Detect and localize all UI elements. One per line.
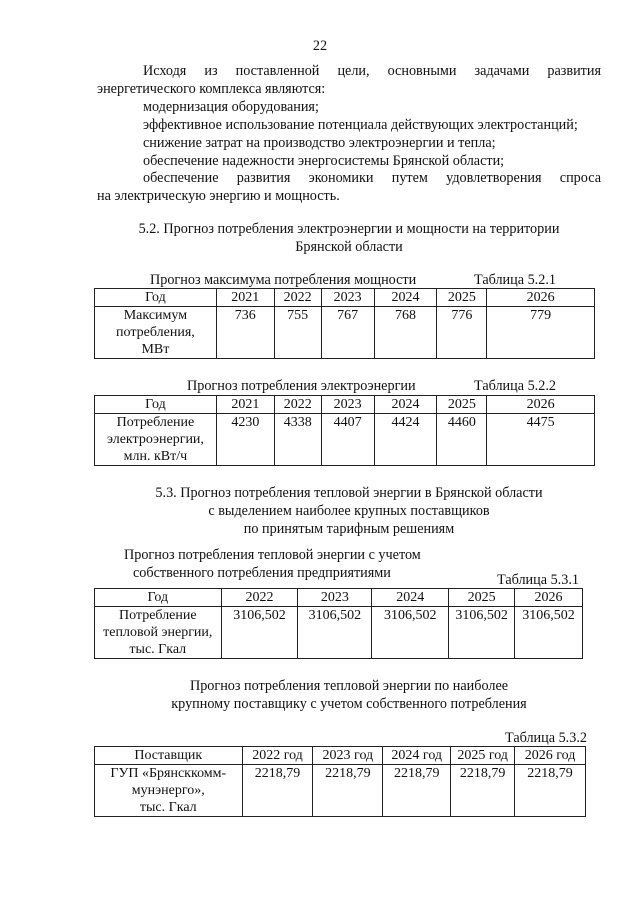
table-cell: 2218,79 (242, 765, 313, 817)
table-cell: 3106,502 (449, 607, 515, 659)
table-cell: 4338 (274, 414, 321, 466)
table-header-cell: 2022 (274, 396, 321, 414)
table-header-row (95, 747, 586, 765)
row-label-line: Максимум (123, 308, 188, 323)
table-5-2-2 (94, 395, 595, 466)
table-cell: 4424 (374, 414, 437, 466)
table-cell: 4230 (216, 414, 274, 466)
table-header-cell: Год (95, 396, 217, 414)
table-header-cell: 2024 (374, 289, 437, 307)
table-header-cell: 2025 (449, 589, 515, 607)
table-cell: 767 (321, 307, 374, 359)
table-header-cell: 2026 (487, 289, 595, 307)
table-5-3-1 (94, 588, 583, 659)
intro-list-item: эффективное использование потенциала действующих электростанций; (143, 117, 578, 133)
table-caption-line2: крупному поставщику с учетом собственного потребления (171, 696, 527, 712)
table-header-cell: 2024 год (383, 747, 451, 765)
table-cell: 3106,502 (372, 607, 449, 659)
table-header-row (95, 396, 595, 414)
table-cell: 736 (216, 307, 274, 359)
table-header-cell: 2026 (515, 589, 583, 607)
table-header-cell: 2022 (274, 289, 321, 307)
table-caption-line2: собственного потребления предприятиями (133, 565, 391, 581)
intro-list-item: модернизация оборудования; (143, 99, 319, 115)
row-label-line: Потребление (116, 415, 195, 430)
row-label-line: ГУП «Брянсккомм- (110, 766, 227, 781)
table-cell: 4475 (487, 414, 595, 466)
table-cell: 4460 (437, 414, 487, 466)
table-header-cell: 2023 (321, 289, 374, 307)
row-label-line: электроэнергии, (106, 432, 204, 447)
intro-line-2: энергетического комплекса являются: (97, 81, 326, 97)
table-header-cell: 2023 (321, 396, 374, 414)
row-label-line: МВт (141, 342, 170, 357)
table-caption: Прогноз потребления электроэнергии (187, 378, 416, 394)
table-caption: Прогноз максимума потребления мощности (150, 272, 417, 288)
row-label (95, 307, 217, 359)
table-header-cell: 2021 (216, 289, 274, 307)
table-header-cell: 2026 год (515, 747, 586, 765)
table-cell: 2218,79 (451, 765, 515, 817)
table-header-cell: Год (95, 289, 217, 307)
table-header-cell: 2024 (372, 589, 449, 607)
table-label: Таблица 5.2.2 (474, 378, 556, 394)
intro-line-1: Исходя из поставленной цели, основными задачами развития (143, 63, 601, 79)
table-header-cell: 2022 (221, 589, 298, 607)
table-header-cell: 2025 год (451, 747, 515, 765)
table-header-row (95, 589, 583, 607)
intro-last-line-1: обеспечение развития экономики путем удовлетворения спроса (143, 170, 601, 186)
table-row (95, 414, 595, 466)
intro-list-item: снижение затрат на производство электроэнергии и тепла; (143, 135, 496, 151)
table-header-cell: Год (95, 589, 222, 607)
row-label (95, 607, 222, 659)
table-cell: 776 (437, 307, 487, 359)
table-cell: 768 (374, 307, 437, 359)
row-label (95, 765, 243, 817)
page-number: 22 (312, 38, 328, 54)
table-header-cell: 2024 (374, 396, 437, 414)
table-label: Таблица 5.2.1 (474, 272, 556, 288)
table-row (95, 307, 595, 359)
table-cell: 3106,502 (298, 607, 372, 659)
table-header-cell: 2023 (298, 589, 372, 607)
table-caption: Прогноз потребления тепловой энергии с учетом (124, 547, 421, 563)
table-row (95, 607, 583, 659)
table-cell: 4407 (321, 414, 374, 466)
section-heading-5-3: 5.3. Прогноз потребления тепловой энергии в Брянской области (155, 485, 543, 501)
table-header-cell: Поставщик (95, 747, 243, 765)
table-caption: Прогноз потребления тепловой энергии по наиболее (189, 678, 509, 694)
table-label: Таблица 5.3.2 (505, 730, 587, 746)
row-label-line: тепловой энергии, (103, 625, 213, 640)
table-label: Таблица 5.3.1 (497, 572, 579, 588)
row-label-line: Потребление (118, 608, 197, 623)
table-header-cell: 2025 (437, 289, 487, 307)
table-header-cell: 2021 (216, 396, 274, 414)
table-cell: 2218,79 (515, 765, 586, 817)
table-row (95, 765, 586, 817)
table-5-3-2 (94, 746, 586, 817)
table-header-cell: 2026 (487, 396, 595, 414)
table-cell: 779 (487, 307, 595, 359)
section-heading-5-2-line2: Брянской области (295, 239, 403, 255)
intro-list-item: обеспечение надежности энергосистемы Брянской области; (143, 153, 505, 169)
row-label-line: млн. кВт/ч (123, 449, 188, 464)
row-label-line: тыс. Гкал (139, 800, 197, 815)
table-header-cell: 2022 год (242, 747, 313, 765)
section-heading-5-3-line2: с выделением наиболее крупных поставщиков (208, 503, 490, 519)
section-heading-5-3-line3: по принятым тарифным решениям (243, 521, 455, 537)
table-header-row (95, 289, 595, 307)
table-5-2-1 (94, 288, 595, 359)
section-heading-5-2: 5.2. Прогноз потребления электроэнергии и мощности на территории (138, 221, 560, 237)
table-cell: 2218,79 (383, 765, 451, 817)
table-cell: 3106,502 (221, 607, 298, 659)
table-cell: 2218,79 (313, 765, 383, 817)
table-header-cell: 2025 (437, 396, 487, 414)
row-label-line: тыс. Гкал (129, 642, 187, 657)
row-label-line: потребления, (116, 325, 195, 340)
table-cell: 3106,502 (515, 607, 583, 659)
row-label (95, 414, 217, 466)
intro-last-line-2: на электрическую энергию и мощность. (97, 188, 340, 204)
row-label-line: мунэнерго», (131, 783, 205, 798)
table-cell: 755 (274, 307, 321, 359)
table-header-cell: 2023 год (313, 747, 383, 765)
